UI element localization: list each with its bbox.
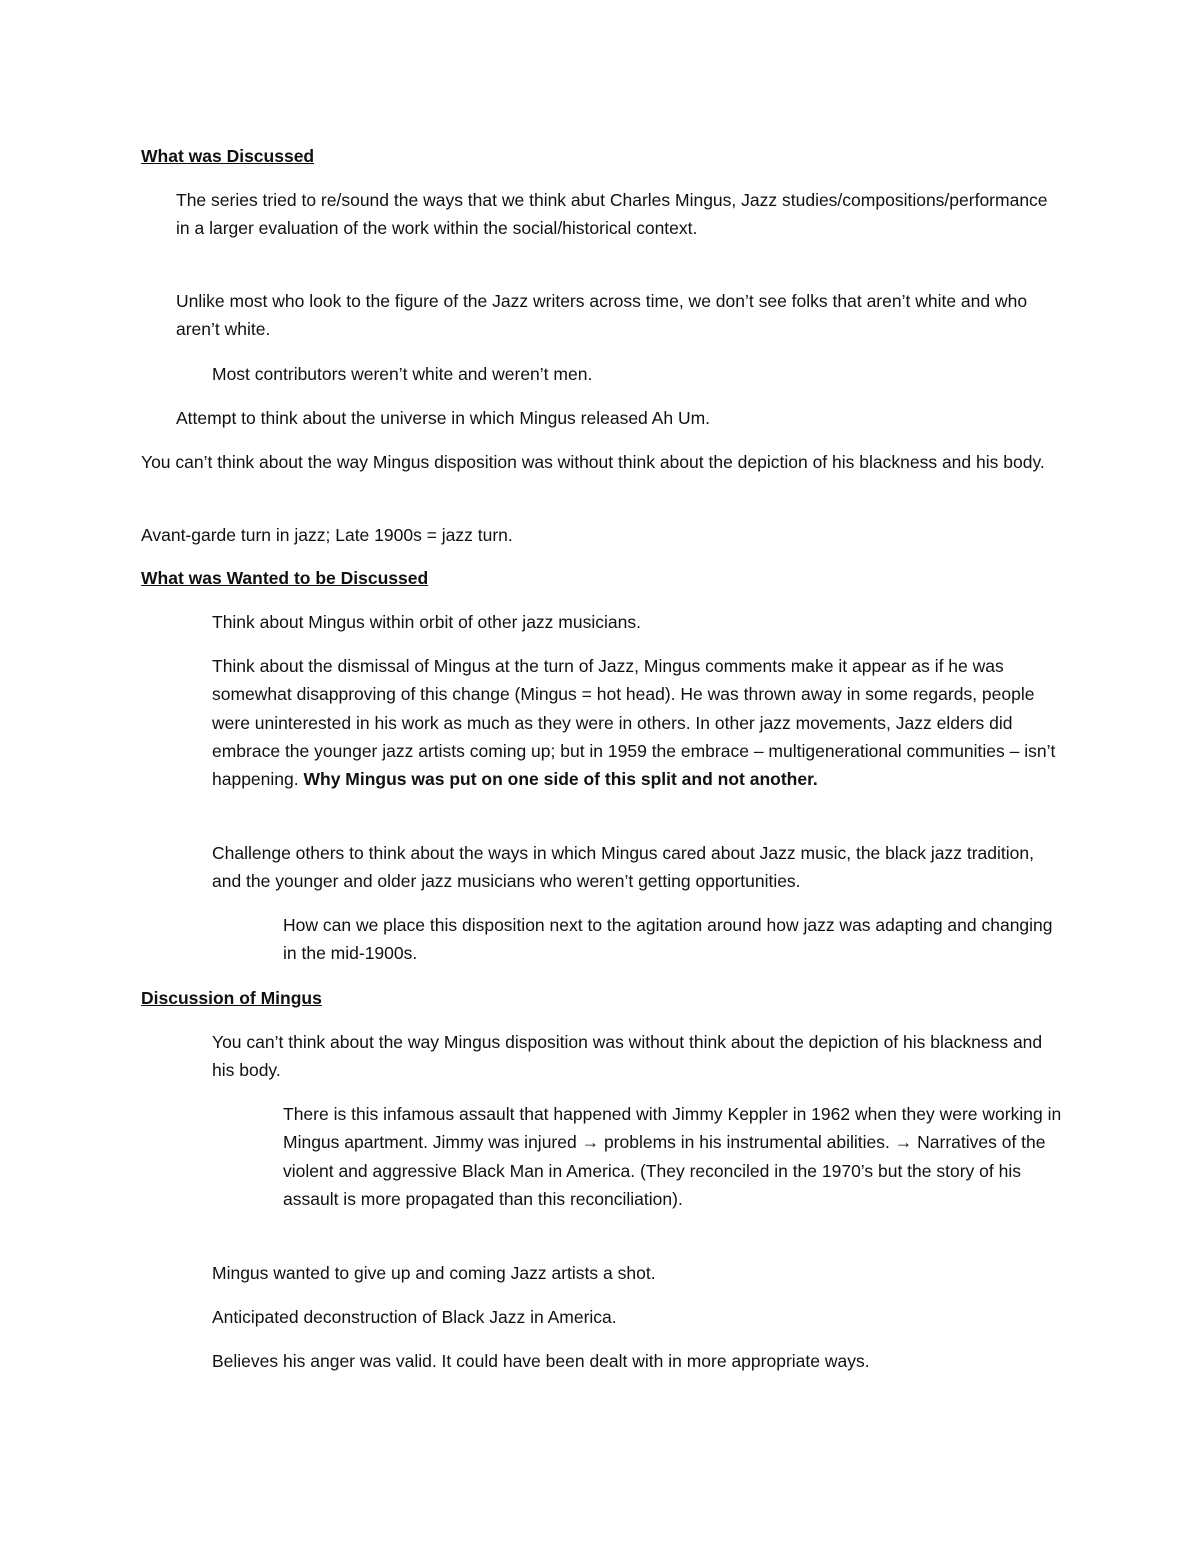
paragraph: You can’t think about the way Mingus disposition was without think about the depiction of his blackness and his body. [141, 452, 1045, 472]
paragraph: Unlike most who look to the figure of the Jazz writers across time, we don’t see folks that aren’t white and who aren’t white. [176, 291, 1028, 340]
section-heading-what-was-discussed: What was Discussed [141, 146, 315, 166]
paragraph: Most contributors weren’t white and weren’t men. [212, 364, 593, 384]
paragraph: There is this infamous assault that happened with Jimmy Keppler in 1962 when they were working in Mingus apartment. Jimmy was injured → problems in his instrumental abilities. → Narratives of the violent and aggressive Black Man in America. (They reconciled in the 1970’s but the story of his assault is more propagated than this reconciliation). [283, 1104, 1062, 1209]
paragraph: Avant-garde turn in jazz; Late 1900s = jazz turn. [141, 525, 513, 545]
paragraph: Believes his anger was valid. It could have been dealt with in more appropriate ways. [212, 1351, 870, 1371]
paragraph: Mingus wanted to give up and coming Jazz artists a shot. [212, 1263, 656, 1283]
section-heading-what-was-wanted: What was Wanted to be Discussed [141, 568, 429, 588]
paragraph [212, 652, 1062, 793]
paragraph: You can’t think about the way Mingus disposition was without think about the depiction of his blackness and his body. [212, 1032, 1043, 1081]
section-heading-discussion-of-mingus: Discussion of Mingus [141, 988, 322, 1008]
paragraph: Think about Mingus within orbit of other jazz musicians. [212, 612, 641, 632]
paragraph: Challenge others to think about the ways in which Mingus cared about Jazz music, the black jazz tradition, and the younger and older jazz musicians who weren’t getting opportunities. [212, 843, 1034, 892]
paragraph-text: Think about the dismissal of Mingus at the turn of Jazz, Mingus comments make it appear as if he was somewhat disapproving of this change (Mingus = hot head). He was thrown away in some regards, people were uninterested in his work as much as they were in others. In other jazz movements, Jazz elders did embrace the younger jazz artists coming up; but in 1959 the embrace – multigenerational communities – isn’t happening. [212, 656, 1056, 790]
paragraph: Attempt to think about the universe in which Mingus released Ah Um. [176, 408, 711, 428]
paragraph: Anticipated deconstruction of Black Jazz in America. [212, 1307, 617, 1327]
paragraph: How can we place this disposition next to the agitation around how jazz was adapting and changing in the mid-1900s. [283, 915, 1053, 964]
paragraph: The series tried to re/sound the ways that we think abut Charles Mingus, Jazz studies/compositions/performance in a larger evaluation of the work within the social/historical context. [176, 190, 1048, 239]
paragraph-bold-text: Why Mingus was put on one side of this split and not another. [303, 769, 818, 790]
